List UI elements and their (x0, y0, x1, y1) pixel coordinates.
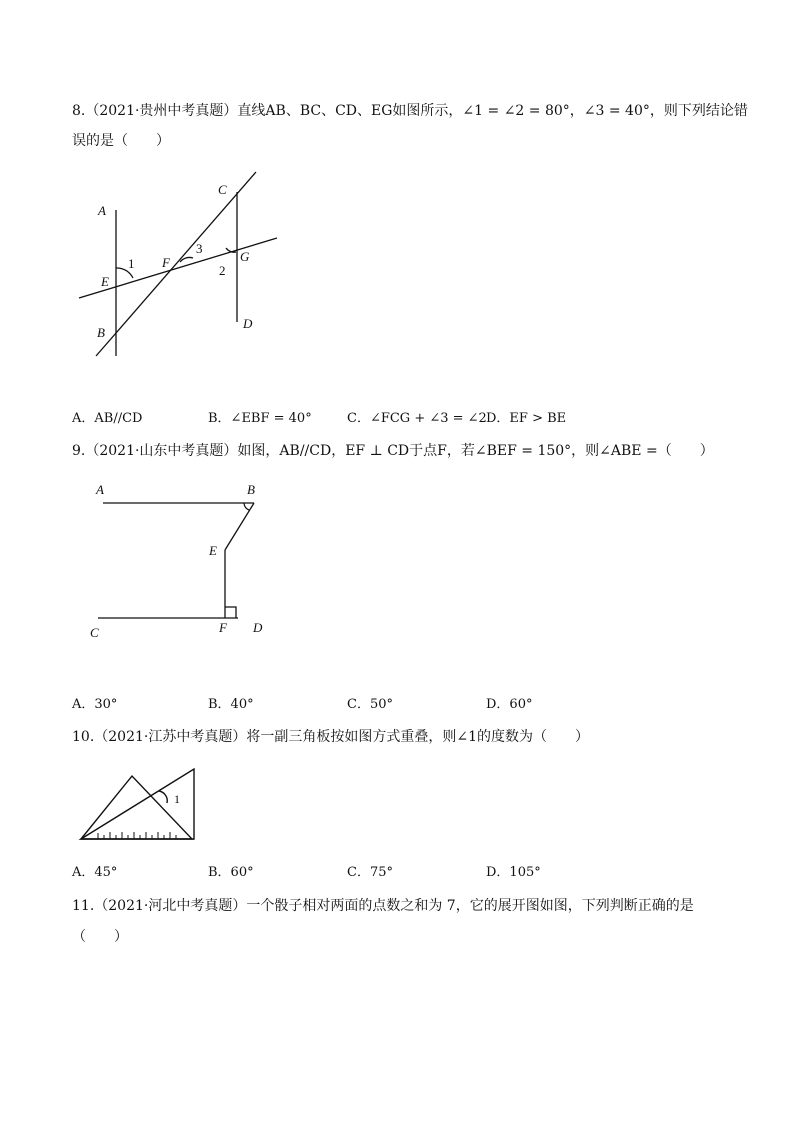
label-a: A (96, 482, 104, 497)
label-e: E (101, 274, 109, 289)
angle-1-arc (159, 791, 167, 803)
line-be (225, 503, 254, 550)
set-square-45 (81, 776, 192, 839)
line-eg (79, 238, 277, 298)
q10-option-d: D．105° (486, 865, 541, 880)
label-angle-1: 1 (128, 256, 135, 271)
label-d: D (243, 316, 253, 331)
angle-b-arc (244, 503, 249, 510)
q8-option-c: C．∠FCG + ∠3 = ∠2 (347, 411, 487, 426)
q9-option-a: A．30° (72, 697, 118, 712)
q8-stem-line1: 8.（2021·贵州中考真题）直线AB、BC、CD、EG如图所示，∠1 = ∠2 = 80°，∠3 = 40°，则下列结论错 (72, 103, 748, 119)
q8-option-b: B．∠EBF = 40° (208, 411, 312, 426)
q10-stem-line1: 10.（2021·江苏中考真题）将一副三角板按如图方式重叠，则∠1的度数为（ ） (72, 729, 589, 745)
q10-option-b: B．60° (208, 865, 254, 880)
label-angle-2: 2 (219, 263, 226, 278)
q9-stem-line1: 9.（2021·山东中考真题）如图，AB//CD，EF ⊥ CD于点F，若∠BEF = 150°，则∠ABE =（ ） (72, 443, 714, 459)
label-f: F (219, 620, 227, 635)
line-bc (96, 172, 256, 356)
q10-option-c: C．75° (347, 865, 393, 880)
q10-option-a: A．45° (72, 865, 118, 880)
label-b: B (247, 482, 255, 497)
ruler-ticks (98, 832, 176, 839)
q8-stem-line2: 误的是（ ） (72, 133, 170, 149)
q8-option-a: A．AB//CD (72, 411, 143, 426)
label-c: C (90, 625, 99, 640)
angle-2-arc (226, 248, 236, 252)
q8-option-d: D．EF > BE (486, 411, 567, 426)
label-angle-3: 3 (196, 241, 203, 256)
label-d: D (253, 620, 263, 635)
q9-option-c: C．50° (347, 697, 393, 712)
q11-stem-line1: 11.（2021·河北中考真题）一个骰子相对两面的点数之和为 7，它的展开图如图，下列判断正确的是 (72, 898, 694, 914)
label-angle-1: 1 (174, 792, 180, 806)
label-e: E (209, 543, 217, 558)
q11-stem-line2: （ ） (72, 929, 128, 945)
right-angle-mark (225, 607, 236, 618)
label-a: A (98, 203, 106, 218)
q8-figure (70, 165, 290, 365)
q10-figure (75, 763, 205, 843)
q9-option-b: B．40° (208, 697, 254, 712)
label-f: F (162, 255, 170, 270)
q9-option-d: D．60° (486, 697, 533, 712)
label-g: G (240, 249, 250, 264)
label-c: C (218, 182, 227, 197)
q9-figure (85, 478, 275, 643)
label-b: B (97, 325, 105, 340)
